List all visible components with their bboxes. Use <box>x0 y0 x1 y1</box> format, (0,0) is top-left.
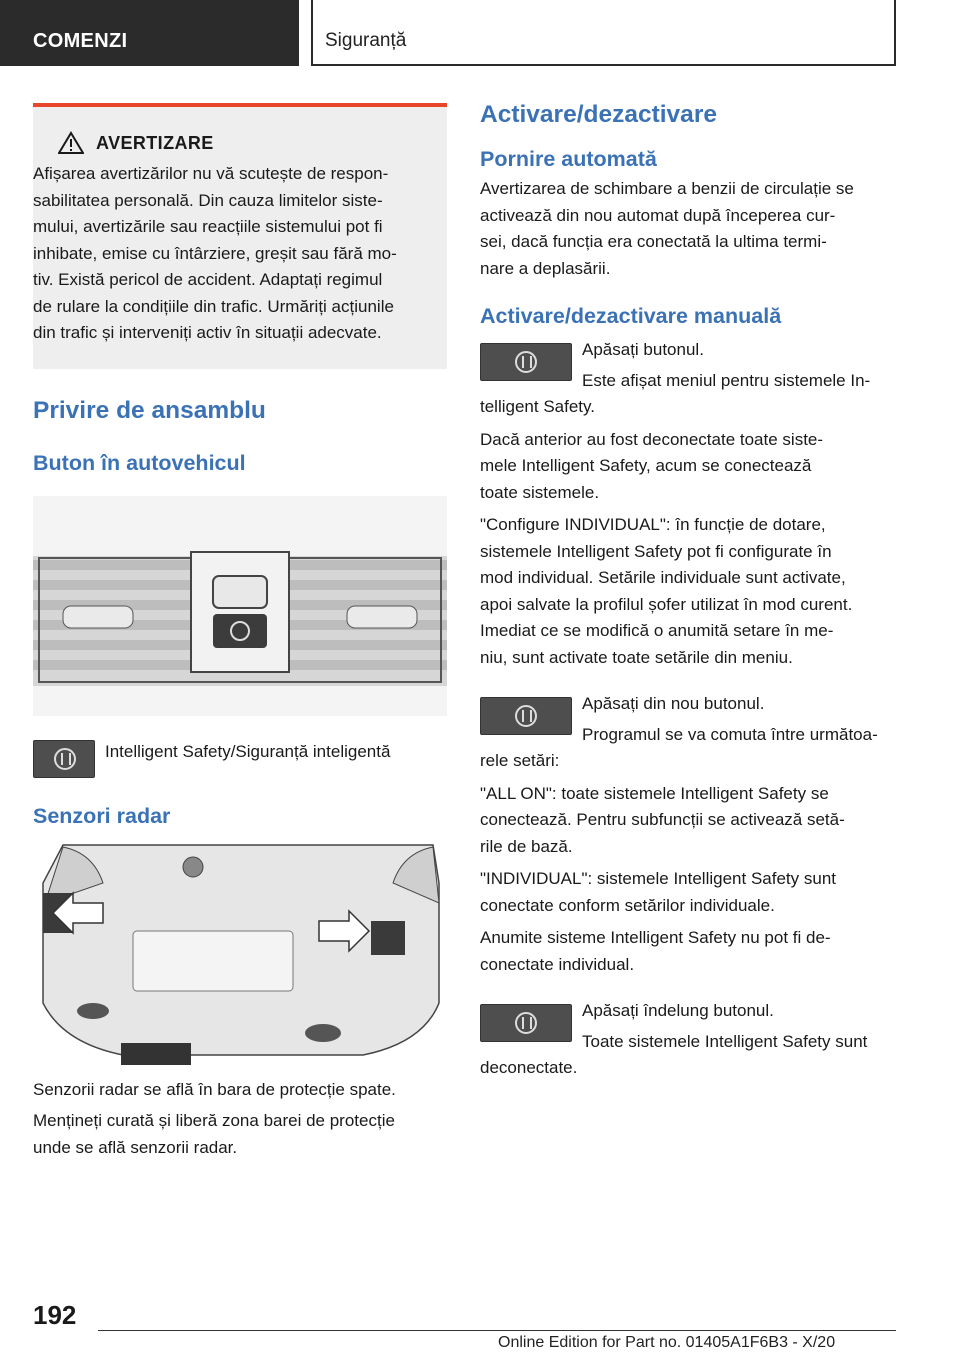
warning-triangle-icon <box>58 131 84 155</box>
manual-heading: Activare/dezactivare manuală <box>480 304 782 328</box>
para-line: toate sistemele. <box>480 482 600 502</box>
safety-button-icon <box>480 343 572 381</box>
button-in-vehicle-image <box>33 496 447 716</box>
auto-start-heading: Pornire automată <box>480 147 657 171</box>
auto-line: sei, dacă funcția era conectată la ultima termi‐ <box>480 232 827 251</box>
page-number: 192 <box>33 1300 77 1330</box>
radar-heading: Senzori radar <box>33 803 171 828</box>
para-line: "INDIVIDUAL": sistemele Intelligent Safety sunt <box>480 869 836 888</box>
radar-line: Mențineți curată și liberă zona barei de protecție <box>33 1111 395 1130</box>
press-instruction: Apăsați din nou butonul. <box>582 694 765 713</box>
auto-line: activează din nou automat după începerea cur‐ <box>480 205 836 225</box>
left-column <box>33 103 447 1161</box>
activate-heading: Activare/dezactivare <box>480 101 717 128</box>
warning-line: Afișarea avertizărilor nu vă scutește de respon‐ <box>33 164 389 183</box>
paragraph-4 <box>480 866 896 919</box>
warning-text <box>33 161 437 347</box>
para-line: "ALL ON": toate sistemele Intelligent Safety se <box>480 783 829 803</box>
para-line: conectate individual. <box>480 954 635 974</box>
press-row-1 <box>480 340 896 394</box>
warning-line: tiv. Există pericol de accident. Adaptați regimul <box>33 270 383 289</box>
press-instruction: Apăsați îndelung butonul. <box>582 1001 774 1020</box>
safety-button-icon <box>480 1004 572 1042</box>
safety-button-icon <box>480 697 572 735</box>
press-result-cont: rele setări: <box>480 751 560 770</box>
press-result: Este afișat meniul pentru sistemele In‐ <box>582 370 871 390</box>
radar-sensors-image <box>33 843 447 1065</box>
warning-line: inhibate, emise cu întârziere, greșit sau fără mo‐ <box>33 243 397 263</box>
button-heading: Buton în autovehicul <box>33 450 246 475</box>
paragraph-1 <box>480 427 896 507</box>
footer-divider <box>98 1330 896 1331</box>
press-row-3 <box>480 1001 896 1055</box>
para-line: mele Intelligent Safety, acum se conectează <box>480 456 812 475</box>
auto-start-text <box>480 176 896 282</box>
footer-edition: Online Edition for Part no. 01405A1F6B3 - X/20 <box>498 1334 836 1351</box>
para-line: mod individual. Setările individuale sunt activate, <box>480 568 846 587</box>
radar-line: unde se află senzorii radar. <box>33 1137 238 1157</box>
paragraph-5 <box>480 925 896 978</box>
auto-line: Avertizarea de schimbare a benzii de circulație se <box>480 179 854 198</box>
para-line: conectează. Pentru subfuncții se activează setă‐ <box>480 810 845 829</box>
overview-heading: Privire de ansamblu <box>33 396 266 424</box>
section-title: COMENZI <box>33 30 128 52</box>
press-instruction: Apăsați butonul. <box>582 340 704 359</box>
press-result-cont: telligent Safety. <box>480 397 595 416</box>
para-line: sistemele Intelligent Safety pot fi configurate în <box>480 541 832 561</box>
button-caption: Intelligent Safety/Siguranță inteligentă <box>105 741 391 761</box>
radar-line: Senzorii radar se află în bara de protecție spate. <box>33 1079 396 1099</box>
para-line: rile de bază. <box>480 836 573 856</box>
press-row-2 <box>480 694 896 748</box>
para-line: apoi salvate la profilul șofer utilizat în mod curent. <box>480 594 853 614</box>
warning-title: AVERTIZARE <box>96 132 214 153</box>
paragraph-3 <box>480 781 896 861</box>
warning-line: sabilitatea personală. Din cauza limitelor siste‐ <box>33 190 383 210</box>
radar-text <box>33 1077 447 1162</box>
chapter-tab <box>311 0 896 66</box>
paragraph-2 <box>480 512 896 671</box>
button-caption-row <box>33 740 447 778</box>
warning-line: de rulare la condițiile din trafic. Urmăriți acțiunile <box>33 296 394 316</box>
para-line: Imediat ce se modifică o anumită setare în me‐ <box>480 621 834 640</box>
press-result: Toate sistemele Intelligent Safety sunt <box>582 1031 868 1051</box>
para-line: Dacă anterior au fost deconectate toate siste‐ <box>480 429 824 449</box>
press-result-cont: deconectate. <box>480 1058 578 1077</box>
press-result: Programul se va comuta între următoa‐ <box>582 724 878 744</box>
warning-box <box>33 103 447 369</box>
section-tab <box>0 0 299 66</box>
safety-button-icon <box>33 740 95 778</box>
right-column <box>480 103 896 1082</box>
warning-line: din trafic și interveniți activ în situații adecvate. <box>33 323 382 342</box>
para-line: niu, sunt activate toate setările din meniu. <box>480 647 793 667</box>
auto-line: nare a deplasării. <box>480 258 611 278</box>
para-line: conectate conform setărilor individuale. <box>480 895 775 915</box>
warning-line: mului, avertizările sau reacțiile sistemului pot fi <box>33 217 383 236</box>
chapter-title: Siguranță <box>325 30 407 51</box>
para-line: "Configure INDIVIDUAL": în funcție de dotare, <box>480 515 826 534</box>
para-line: Anumite sisteme Intelligent Safety nu pot fi de‐ <box>480 928 831 947</box>
